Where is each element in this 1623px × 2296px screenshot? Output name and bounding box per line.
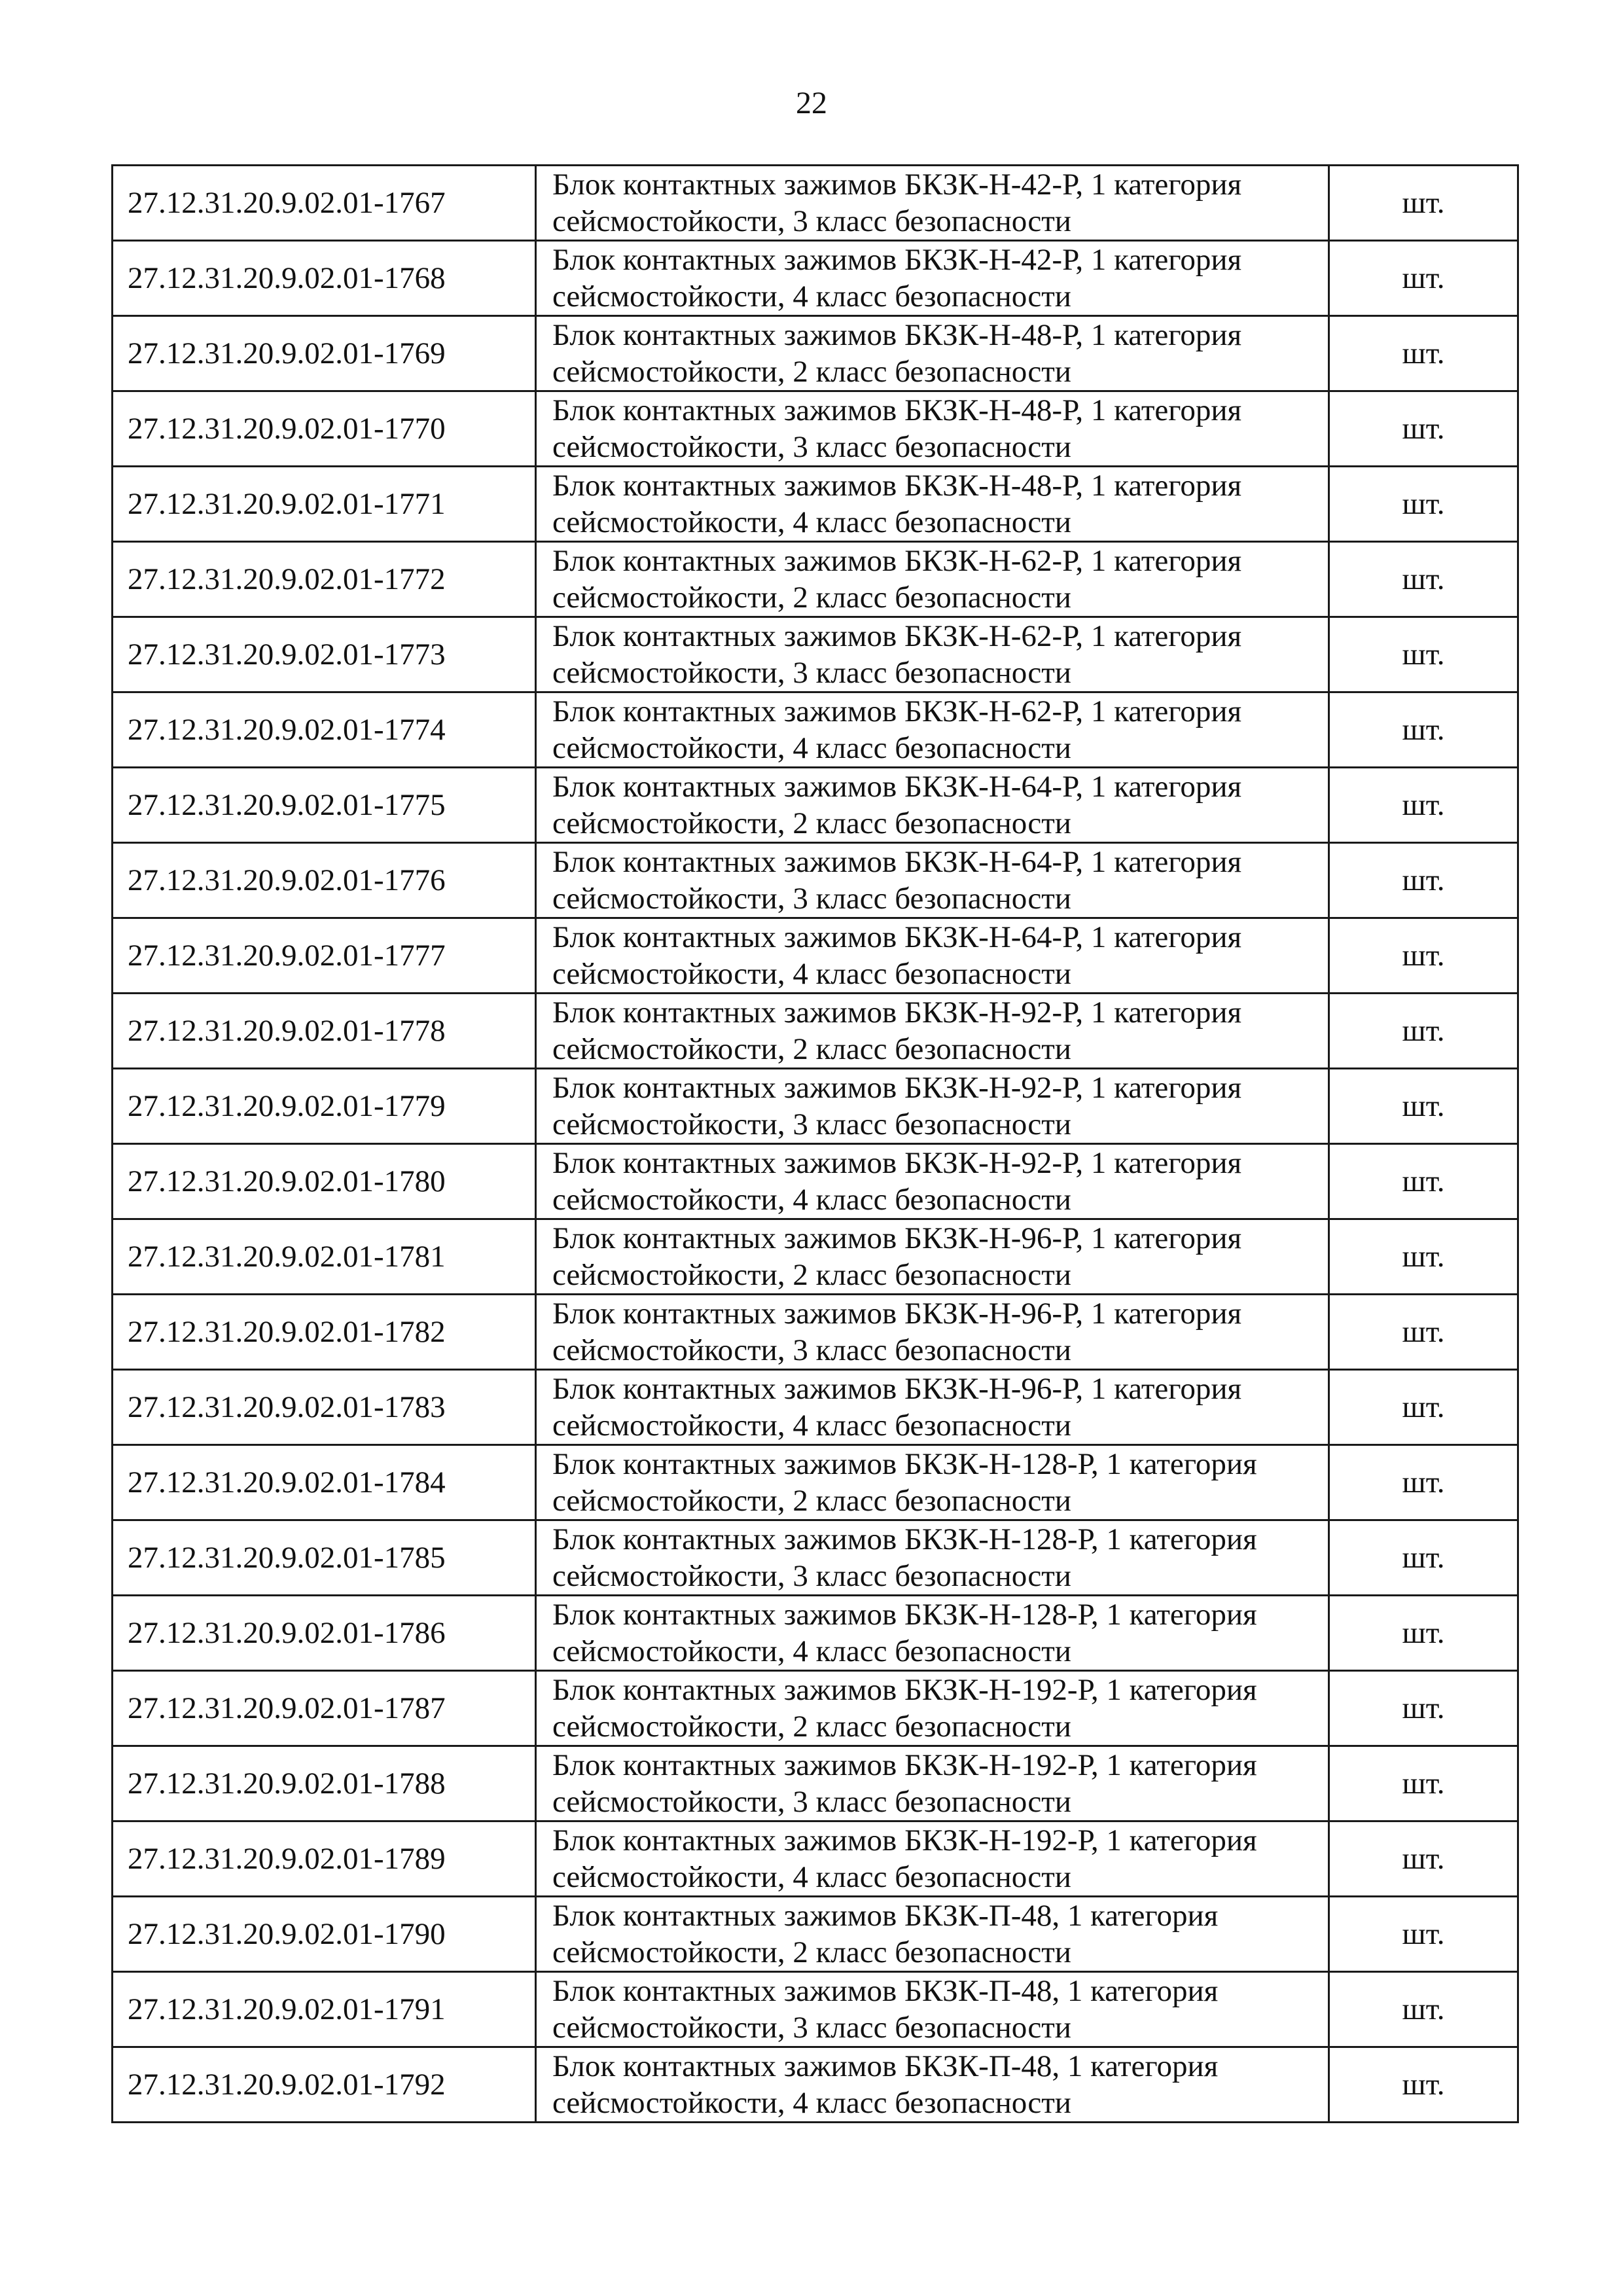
cell-unit: шт. bbox=[1329, 1746, 1518, 1821]
cell-unit: шт. bbox=[1329, 1219, 1518, 1295]
table-row bbox=[113, 1069, 1518, 1144]
name-line-1: Блок контактных зажимов БКЗК-Н-64-Р, 1 категория bbox=[552, 770, 1242, 804]
name-line-1: Блок контактных зажимов БКЗК-Н-96-Р, 1 категория bbox=[552, 1372, 1242, 1406]
table-row bbox=[113, 467, 1518, 542]
table-row bbox=[113, 1596, 1518, 1671]
cell-code: 27.12.31.20.9.02.01-1773 bbox=[113, 617, 536, 692]
name-line-1: Блок контактных зажимов БКЗК-Н-64-Р, 1 категория bbox=[552, 845, 1242, 879]
page-number: 22 bbox=[796, 86, 827, 120]
cell-name bbox=[536, 1520, 1329, 1596]
table-row bbox=[113, 1972, 1518, 2047]
cell-name bbox=[536, 1445, 1329, 1520]
cell-unit: шт. bbox=[1329, 1295, 1518, 1370]
name-line-2: сейсмостойкости, 2 класс безопасности bbox=[552, 355, 1071, 389]
name-line-2: сейсмостойкости, 4 класс безопасности bbox=[552, 1183, 1071, 1217]
cell-unit: шт. bbox=[1329, 768, 1518, 843]
cell-unit: шт. bbox=[1329, 2047, 1518, 2123]
name-line-1: Блок контактных зажимов БКЗК-Н-48-Р, 1 категория bbox=[552, 318, 1242, 352]
cell-code: 27.12.31.20.9.02.01-1791 bbox=[113, 1972, 536, 2047]
cell-unit: шт. bbox=[1329, 1144, 1518, 1219]
cell-unit: шт. bbox=[1329, 1897, 1518, 1972]
name-line-2: сейсмостойкости, 3 класс безопасности bbox=[552, 2011, 1071, 2045]
table-row bbox=[113, 391, 1518, 467]
name-line-2: сейсмостойкости, 4 класс безопасности bbox=[552, 957, 1071, 991]
name-line-1: Блок контактных зажимов БКЗК-П-48, 1 категория bbox=[552, 1899, 1219, 1933]
cell-name bbox=[536, 1370, 1329, 1445]
cell-name bbox=[536, 1596, 1329, 1671]
cell-unit: шт. bbox=[1329, 617, 1518, 692]
cell-code: 27.12.31.20.9.02.01-1768 bbox=[113, 241, 536, 316]
cell-name bbox=[536, 241, 1329, 316]
table-row bbox=[113, 1671, 1518, 1746]
name-line-2: сейсмостойкости, 4 класс безопасности bbox=[552, 1634, 1071, 1668]
cell-name bbox=[536, 1897, 1329, 1972]
cell-code: 27.12.31.20.9.02.01-1781 bbox=[113, 1219, 536, 1295]
cell-unit: шт. bbox=[1329, 316, 1518, 391]
cell-unit: шт. bbox=[1329, 391, 1518, 467]
table-row bbox=[113, 692, 1518, 768]
cell-unit: шт. bbox=[1329, 918, 1518, 994]
name-line-2: сейсмостойкости, 4 класс безопасности bbox=[552, 1408, 1071, 1443]
cell-name bbox=[536, 1671, 1329, 1746]
table-row bbox=[113, 316, 1518, 391]
cell-code: 27.12.31.20.9.02.01-1779 bbox=[113, 1069, 536, 1144]
name-line-1: Блок контактных зажимов БКЗК-Н-128-Р, 1 категория bbox=[552, 1522, 1257, 1556]
name-line-1: Блок контактных зажимов БКЗК-Н-192-Р, 1 категория bbox=[552, 1673, 1257, 1707]
cell-unit: шт. bbox=[1329, 1596, 1518, 1671]
table-body bbox=[113, 166, 1518, 2123]
name-line-2: сейсмостойкости, 4 класс безопасности bbox=[552, 279, 1071, 314]
name-line-1: Блок контактных зажимов БКЗК-Н-64-Р, 1 категория bbox=[552, 920, 1242, 954]
cell-unit: шт. bbox=[1329, 1445, 1518, 1520]
cell-unit: шт. bbox=[1329, 542, 1518, 617]
cell-unit: шт. bbox=[1329, 467, 1518, 542]
table-row bbox=[113, 617, 1518, 692]
name-line-1: Блок контактных зажимов БКЗК-Н-42-Р, 1 категория bbox=[552, 168, 1242, 202]
cell-code: 27.12.31.20.9.02.01-1787 bbox=[113, 1671, 536, 1746]
cell-code: 27.12.31.20.9.02.01-1772 bbox=[113, 542, 536, 617]
name-line-1: Блок контактных зажимов БКЗК-Н-42-Р, 1 категория bbox=[552, 243, 1242, 277]
name-line-1: Блок контактных зажимов БКЗК-П-48, 1 категория bbox=[552, 2049, 1219, 2083]
cell-name bbox=[536, 843, 1329, 918]
cell-name bbox=[536, 918, 1329, 994]
cell-code: 27.12.31.20.9.02.01-1778 bbox=[113, 994, 536, 1069]
cell-code: 27.12.31.20.9.02.01-1771 bbox=[113, 467, 536, 542]
cell-code: 27.12.31.20.9.02.01-1767 bbox=[113, 166, 536, 241]
table-row bbox=[113, 1370, 1518, 1445]
name-line-2: сейсмостойкости, 4 класс безопасности bbox=[552, 505, 1071, 539]
name-line-1: Блок контактных зажимов БКЗК-Н-62-Р, 1 категория bbox=[552, 619, 1242, 653]
cell-name bbox=[536, 1821, 1329, 1897]
cell-code: 27.12.31.20.9.02.01-1775 bbox=[113, 768, 536, 843]
cell-name bbox=[536, 617, 1329, 692]
name-line-1: Блок контактных зажимов БКЗК-Н-62-Р, 1 категория bbox=[552, 544, 1242, 578]
cell-name bbox=[536, 1972, 1329, 2047]
name-line-1: Блок контактных зажимов БКЗК-Н-48-Р, 1 категория bbox=[552, 393, 1242, 427]
name-line-2: сейсмостойкости, 3 класс безопасности bbox=[552, 1785, 1071, 1819]
cell-unit: шт. bbox=[1329, 241, 1518, 316]
cell-name bbox=[536, 1219, 1329, 1295]
cell-code: 27.12.31.20.9.02.01-1770 bbox=[113, 391, 536, 467]
name-line-2: сейсмостойкости, 3 класс безопасности bbox=[552, 204, 1071, 238]
cell-code: 27.12.31.20.9.02.01-1790 bbox=[113, 1897, 536, 1972]
name-line-2: сейсмостойкости, 3 класс безопасности bbox=[552, 1107, 1071, 1141]
cell-unit: шт. bbox=[1329, 994, 1518, 1069]
name-line-2: сейсмостойкости, 2 класс безопасности bbox=[552, 1484, 1071, 1518]
resource-table bbox=[111, 164, 1519, 2123]
table-row bbox=[113, 1144, 1518, 1219]
name-line-1: Блок контактных зажимов БКЗК-Н-92-Р, 1 категория bbox=[552, 1071, 1242, 1105]
name-line-1: Блок контактных зажимов БКЗК-Н-128-Р, 1 категория bbox=[552, 1447, 1257, 1481]
table-row bbox=[113, 1821, 1518, 1897]
name-line-2: сейсмостойкости, 2 класс безопасности bbox=[552, 581, 1071, 615]
name-line-1: Блок контактных зажимов БКЗК-Н-192-Р, 1 категория bbox=[552, 1823, 1257, 1857]
table-row bbox=[113, 1445, 1518, 1520]
name-line-1: Блок контактных зажимов БКЗК-Н-62-Р, 1 категория bbox=[552, 694, 1242, 728]
table-row bbox=[113, 1295, 1518, 1370]
cell-unit: шт. bbox=[1329, 1520, 1518, 1596]
cell-code: 27.12.31.20.9.02.01-1789 bbox=[113, 1821, 536, 1897]
cell-name bbox=[536, 467, 1329, 542]
name-line-2: сейсмостойкости, 3 класс безопасности bbox=[552, 430, 1071, 464]
table-row bbox=[113, 2047, 1518, 2123]
table-row bbox=[113, 542, 1518, 617]
cell-code: 27.12.31.20.9.02.01-1777 bbox=[113, 918, 536, 994]
cell-name bbox=[536, 1295, 1329, 1370]
name-line-2: сейсмостойкости, 2 класс безопасности bbox=[552, 1032, 1071, 1066]
cell-code: 27.12.31.20.9.02.01-1784 bbox=[113, 1445, 536, 1520]
name-line-1: Блок контактных зажимов БКЗК-Н-128-Р, 1 категория bbox=[552, 1598, 1257, 1632]
name-line-2: сейсмостойкости, 2 класс безопасности bbox=[552, 1258, 1071, 1292]
cell-unit: шт. bbox=[1329, 843, 1518, 918]
cell-code: 27.12.31.20.9.02.01-1780 bbox=[113, 1144, 536, 1219]
table-row bbox=[113, 994, 1518, 1069]
name-line-2: сейсмостойкости, 3 класс безопасности bbox=[552, 882, 1071, 916]
table-row bbox=[113, 1219, 1518, 1295]
cell-unit: шт. bbox=[1329, 166, 1518, 241]
table-row bbox=[113, 843, 1518, 918]
name-line-2: сейсмостойкости, 2 класс безопасности bbox=[552, 1935, 1071, 1969]
cell-name bbox=[536, 768, 1329, 843]
name-line-2: сейсмостойкости, 3 класс безопасности bbox=[552, 1559, 1071, 1593]
cell-name bbox=[536, 542, 1329, 617]
name-line-2: сейсмостойкости, 4 класс безопасности bbox=[552, 1860, 1071, 1894]
cell-name bbox=[536, 391, 1329, 467]
cell-name bbox=[536, 1746, 1329, 1821]
cell-code: 27.12.31.20.9.02.01-1782 bbox=[113, 1295, 536, 1370]
cell-name bbox=[536, 316, 1329, 391]
cell-name bbox=[536, 1069, 1329, 1144]
cell-code: 27.12.31.20.9.02.01-1786 bbox=[113, 1596, 536, 1671]
name-line-2: сейсмостойкости, 2 класс безопасности bbox=[552, 806, 1071, 840]
table-row bbox=[113, 166, 1518, 241]
name-line-2: сейсмостойкости, 4 класс безопасности bbox=[552, 2086, 1071, 2120]
name-line-1: Блок контактных зажимов БКЗК-П-48, 1 категория bbox=[552, 1974, 1219, 2008]
cell-unit: шт. bbox=[1329, 1671, 1518, 1746]
name-line-2: сейсмостойкости, 3 класс безопасности bbox=[552, 656, 1071, 690]
cell-unit: шт. bbox=[1329, 1972, 1518, 2047]
cell-name bbox=[536, 2047, 1329, 2123]
cell-code: 27.12.31.20.9.02.01-1769 bbox=[113, 316, 536, 391]
name-line-1: Блок контактных зажимов БКЗК-Н-96-Р, 1 категория bbox=[552, 1221, 1242, 1255]
cell-code: 27.12.31.20.9.02.01-1776 bbox=[113, 843, 536, 918]
cell-unit: шт. bbox=[1329, 1069, 1518, 1144]
table-row bbox=[113, 918, 1518, 994]
cell-code: 27.12.31.20.9.02.01-1792 bbox=[113, 2047, 536, 2123]
cell-unit: шт. bbox=[1329, 1370, 1518, 1445]
cell-code: 27.12.31.20.9.02.01-1788 bbox=[113, 1746, 536, 1821]
cell-code: 27.12.31.20.9.02.01-1785 bbox=[113, 1520, 536, 1596]
name-line-2: сейсмостойкости, 3 класс безопасности bbox=[552, 1333, 1071, 1367]
name-line-1: Блок контактных зажимов БКЗК-Н-92-Р, 1 категория bbox=[552, 996, 1242, 1030]
table-row bbox=[113, 1746, 1518, 1821]
table-row bbox=[113, 768, 1518, 843]
cell-name bbox=[536, 1144, 1329, 1219]
cell-code: 27.12.31.20.9.02.01-1774 bbox=[113, 692, 536, 768]
cell-name bbox=[536, 166, 1329, 241]
table-row bbox=[113, 241, 1518, 316]
table-row bbox=[113, 1520, 1518, 1596]
table-row bbox=[113, 1897, 1518, 1972]
name-line-1: Блок контактных зажимов БКЗК-Н-48-Р, 1 категория bbox=[552, 469, 1242, 503]
name-line-2: сейсмостойкости, 2 класс безопасности bbox=[552, 1710, 1071, 1744]
cell-code: 27.12.31.20.9.02.01-1783 bbox=[113, 1370, 536, 1445]
name-line-1: Блок контактных зажимов БКЗК-Н-96-Р, 1 категория bbox=[552, 1297, 1242, 1331]
name-line-1: Блок контактных зажимов БКЗК-Н-92-Р, 1 категория bbox=[552, 1146, 1242, 1180]
cell-unit: шт. bbox=[1329, 692, 1518, 768]
name-line-2: сейсмостойкости, 4 класс безопасности bbox=[552, 731, 1071, 765]
cell-unit: шт. bbox=[1329, 1821, 1518, 1897]
name-line-1: Блок контактных зажимов БКЗК-Н-192-Р, 1 категория bbox=[552, 1748, 1257, 1782]
cell-name bbox=[536, 692, 1329, 768]
cell-name bbox=[536, 994, 1329, 1069]
